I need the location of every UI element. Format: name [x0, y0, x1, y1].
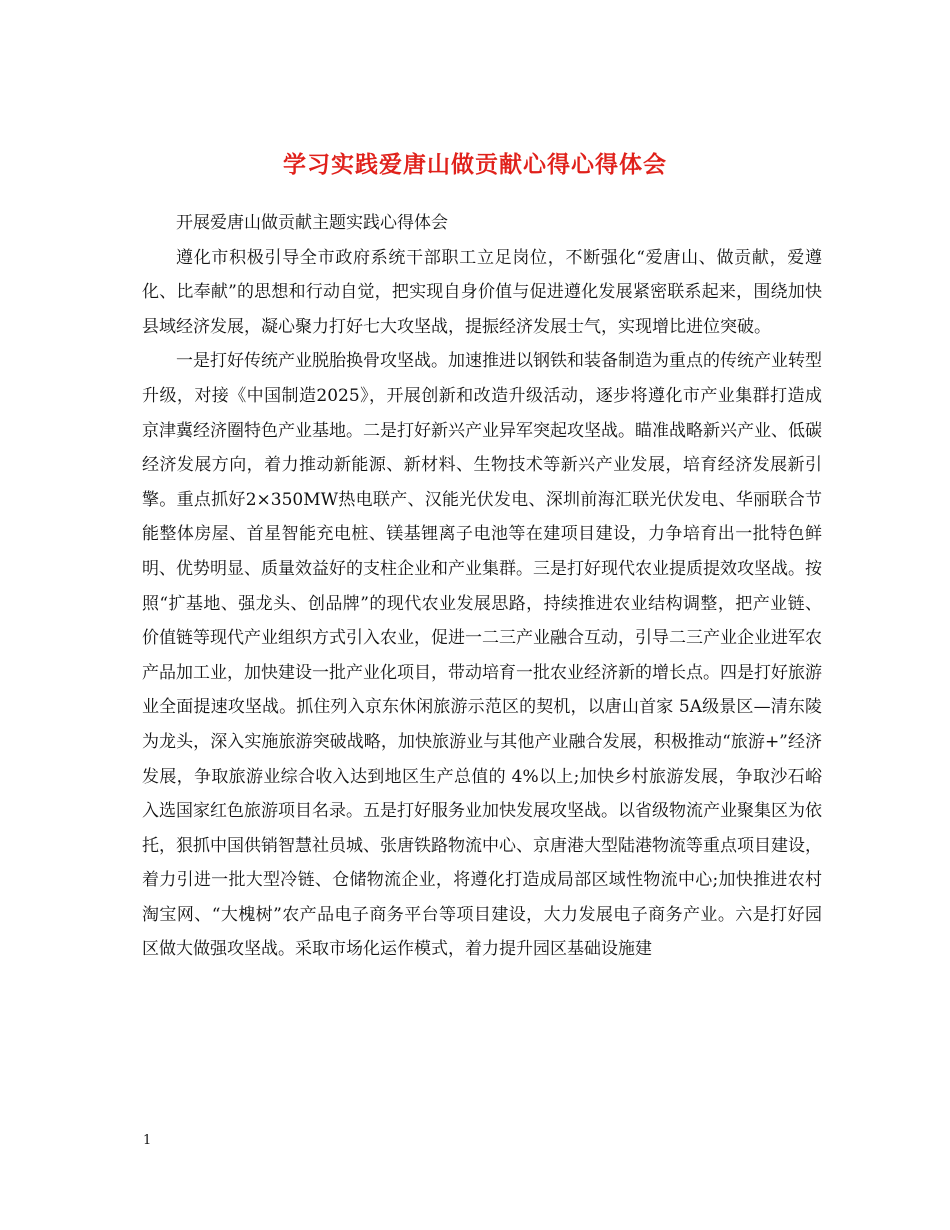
- document-subtitle: 开展爱唐山做贡献主题实践心得体会: [176, 213, 448, 233]
- paragraph-main: 一是打好传统产业脱胎换骨攻坚战。加速推进以钢铁和装备制造为重点的传统产业转型升级，对接《中国制造2025》，开展创新和改造升级活动，逐步将遵化市产业集群打造成京津冀经济圈特色产业基地。二是打好新兴产业异军突起攻坚战。瞄准战略新兴产业、低碳经济发展方向，着力推动新能源、新材料、生物技术等新兴产业发展，培育经济发展新引擎。重点抓好2×350MW热电联产、汉能光伏发电、深圳前海汇联光伏发电、华丽联合节能整体房屋、首星智能充电桩、镁基锂离子电池等在建项目建设，力争培育出一批特色鲜明、优势明显、质量效益好的支柱企业和产业集群。三是打好现代农业提质提效攻坚战。按照“扩基地、强龙头、创品牌”的现代农业发展思路，持续推进农业结构调整，把产业链、价值链等现代产业组织方式引入农业，促进一二三产业融合互动，引导二三产业企业进军农产品加工业，加快建设一批产业化项目，带动培育一批农业经济新的增长点。四是打好旅游业全面提速攻坚战。抓住列入京东休闲旅游示范区的契机，以唐山首家 5A级景区—清东陵为龙头，深入实施旅游突破战略，加快旅游业与其他产业融合发展，积极推动“旅游+”经济发展，争取旅游业综合收入达到地区生产总值的 4%以上;加快乡村旅游发展，争取沙石峪入选国家红色旅游项目名录。五是打好服务业加快发展攻坚战。以省级物流产业聚集区为依托，狠抓中国供销智慧社员城、张唐铁路物流中心、京唐港大型陆港物流等重点项目建设，着力引进一批大型冷链、仓储物流企业，将遵化打造成局部区域性物流中心;加快推进农村淘宝网、“大槐树”农产品电子商务平台等项目建设，大力发展电子商务产业。六是打好园区做大做强攻坚战。采取市场化运作模式，着力提升园区基础设施建: [142, 351, 822, 960]
- document-title: 学习实践爱唐山做贡献心得心得体会: [283, 151, 667, 179]
- paragraph-intro: 遵化市积极引导全市政府系统干部职工立足岗位，不断强化“爱唐山、做贡献，爱遵化、比奉献”的思想和行动自觉，把实现自身价值与促进遵化发展紧密联系起来，围绕加快县域经济发展，凝心聚力打好七大攻坚战，提振经济发展士气，实现增比进位突破。: [142, 247, 822, 337]
- document-body: [142, 206, 822, 967]
- page-number: 1: [143, 1133, 152, 1148]
